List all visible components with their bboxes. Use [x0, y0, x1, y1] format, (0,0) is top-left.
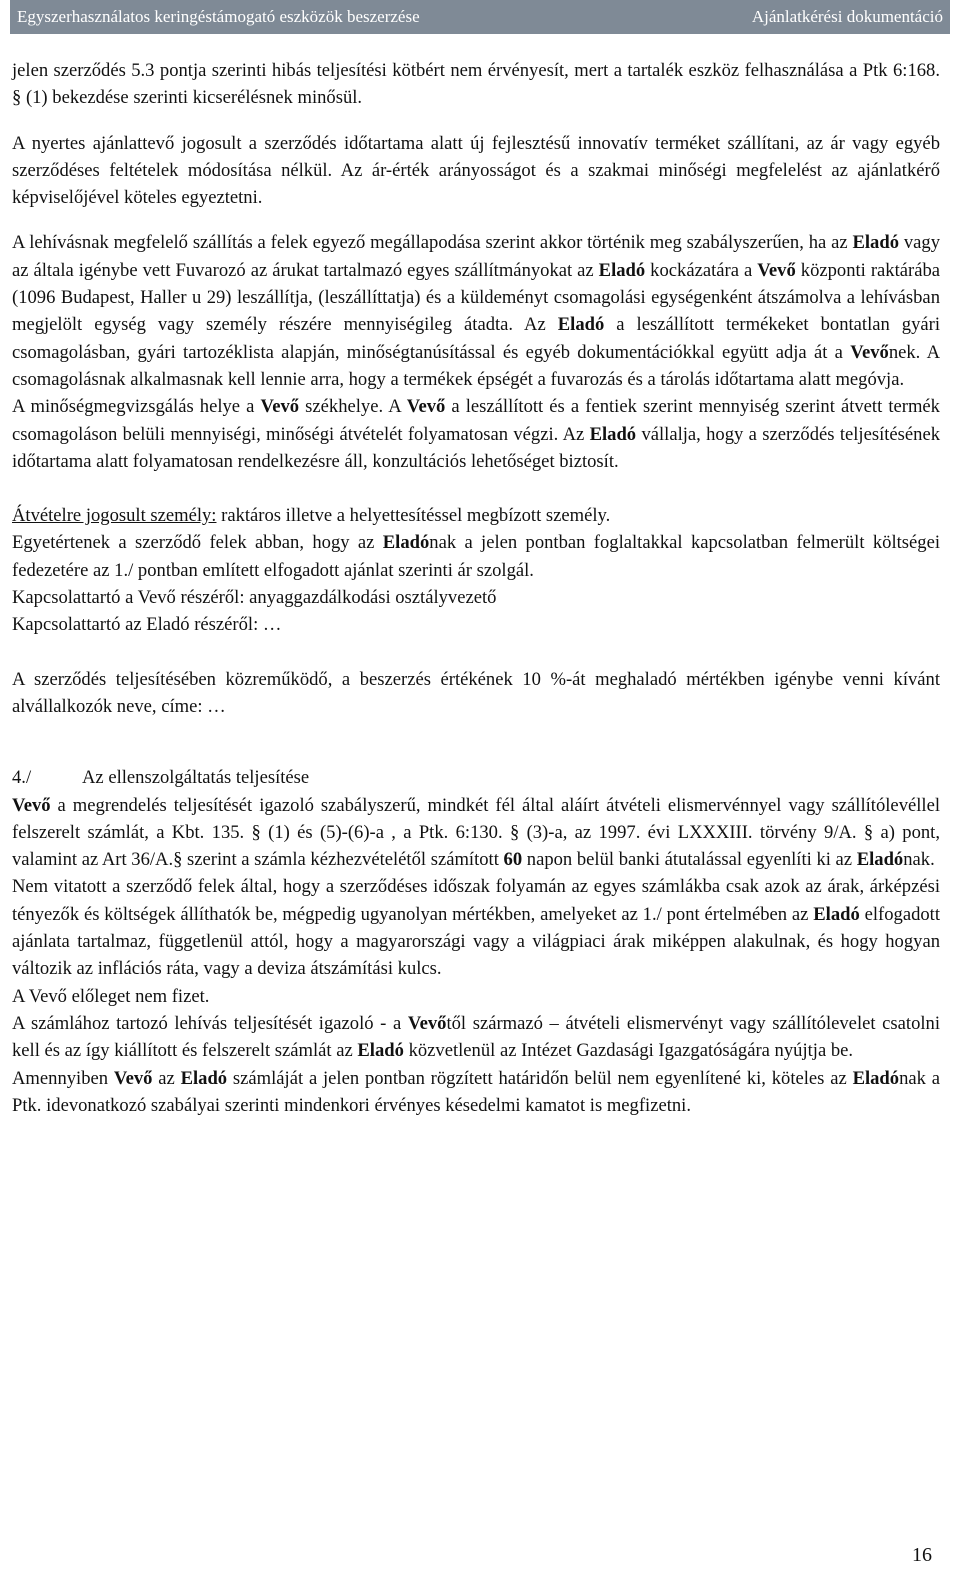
page-number: 16: [912, 1544, 932, 1566]
page-header: [10, 0, 950, 34]
paragraph: A számlához tartozó lehívás teljesítését igazoló - a Vevőtől származó – átvételi elismervényt vagy szállítólevelet csatolni kell és az így kiállított és felszerelt számlát az Eladó közvetlenül az Intézet Gazdasági Igazgatóságára nyújtja be.: [12, 1012, 940, 1062]
paragraph: Kapcsolattartó a Vevő részéről: anyaggazdálkodási osztályvezető: [12, 587, 497, 609]
section-heading: 4./ Az ellenszolgáltatás teljesítése: [12, 767, 310, 789]
paragraph: A Vevő előleget nem fizet.: [12, 985, 210, 1007]
document-type: Ajánlatkérési dokumentáció: [751, 7, 943, 26]
paragraph: A nyertes ajánlattevő jogosult a szerződés időtartama alatt új fejlesztésű innovatív terméket szállítani, az ár vagy egyéb szerződéses feltételek módosítása nélkül. Az ár-érték arányosságot és a szakmai minőségi megfelelést az ajánlatkérő képviselőjével köteles egyeztetni.: [12, 132, 940, 209]
paragraph: A minőségmegvizsgálás helye a Vevő székhelye. A Vevő a leszállított és a fentiek szerint mennyiség szerint átvett termék csomagoláson belüli mennyiségi, minőségi átvételét folyamatosan végzi. Az Eladó vállalja, hogy a szerződés teljesítésének időtartama alatt folyamatosan rendelkezésre áll, konzultációs lehetőséget biztosít.: [12, 396, 940, 472]
document-title: Egyszerhasználatos keringéstámogató eszközök beszerzése: [17, 7, 420, 26]
paragraph: A lehívásnak megfelelő szállítás a felek egyező megállapodása szerint akkor történik meg szabályszerűen, ha az Eladó vagy az általa igénybe vett Fuvarozó az árukat tartalmazó egyes szállítmányokat az Eladó kockázatára a Vevő központi raktárába (1096 Budapest, Haller u 29) leszállítja, (leszállíttatja) és a küldeményt csomagolási egységenként átszámolva a lehívásban megjelölt egység vagy személy részére mennyiségileg átadta. Az Eladó a leszállított termékeket bontatlan gyári csomagolásban, gyári tartozéklista alapján, minőségtanúsítással és egyéb dokumentációkkal együtt adja át a Vevőnek. A csomagolásnak alkalmasnak kell lennie arra, hogy a termékek épségét a fuvarozás és a tárolás időtartama alatt megóvja.: [12, 232, 941, 390]
paragraph: A szerződés teljesítésében közreműködő, a beszerzés értékének 10 %-át meghaladó mértékben igénybe venni kívánt alvállalkozók neve, címe: …: [12, 668, 940, 717]
receiver-label: Átvételre jogosult személy:: [12, 505, 217, 527]
paragraph: Vevő a megrendelés teljesítését igazoló szabályszerű, mindkét fél által aláírt átvételi elismervénnyel vagy szállítólevéllel felszerelt számlát, a Kbt. 135. § (1) és (5)-(6)-a , a Ptk. 6:130. § (3)-a, az 1997. évi LXXXIII. törvény 9/A. § a) pont, valamint az Art 36/A.§ szerint a számla kézhezvételétől számított 60 napon belül banki átutalással egyenlíti ki az Eladónak.: [12, 794, 940, 871]
page-content: [12, 57, 940, 1119]
paragraph: Átvételre jogosult személy: raktáros illetve a helyettesítéssel megbízott személy.: [12, 505, 611, 527]
paragraph: jelen szerződés 5.3 pontja szerinti hibás teljesítési kötbért nem érvényesít, mert a tartalék eszköz felhasználása a Ptk 6:168. § (1) bekezdése szerinti kicserélésnek minősül.: [12, 60, 940, 109]
paragraph: Nem vitatott a szerződő felek által, hogy a szerződéses időszak folyamán az egyes számlákba csak azok az árak, árképzési tényezők és költségek állíthatók be, mégpedig ugyanolyan mértékben, amelyeket az 1./ pont értelmében az Eladó elfogadott ajánlata tartalmaz, függetlenül attól, hogy a magyarországi vagy a világpiaci árak miképpen alakulnak, és hogy hogyan változik az inflációs ráta, vagy a deviza átszámítási kulcs.: [12, 876, 940, 980]
paragraph: Kapcsolattartó az Eladó részéről: …: [12, 614, 282, 636]
paragraph: Amennyiben Vevő az Eladó számláját a jelen pontban rögzített határidőn belül nem egyenlítené ki, köteles az Eladónak a Ptk. idevonatkozó szabályai szerinti mindenkori érvényes késedelmi kamatot is megfizetni.: [12, 1067, 940, 1116]
paragraph: Egyetértenek a szerződő felek abban, hogy az Eladónak a jelen pontban foglaltakkal kapcsolatban felmerült költségei fedezetére az 1./ pontban említett elfogadott ajánlat szerinti ár szolgál.: [12, 532, 940, 581]
